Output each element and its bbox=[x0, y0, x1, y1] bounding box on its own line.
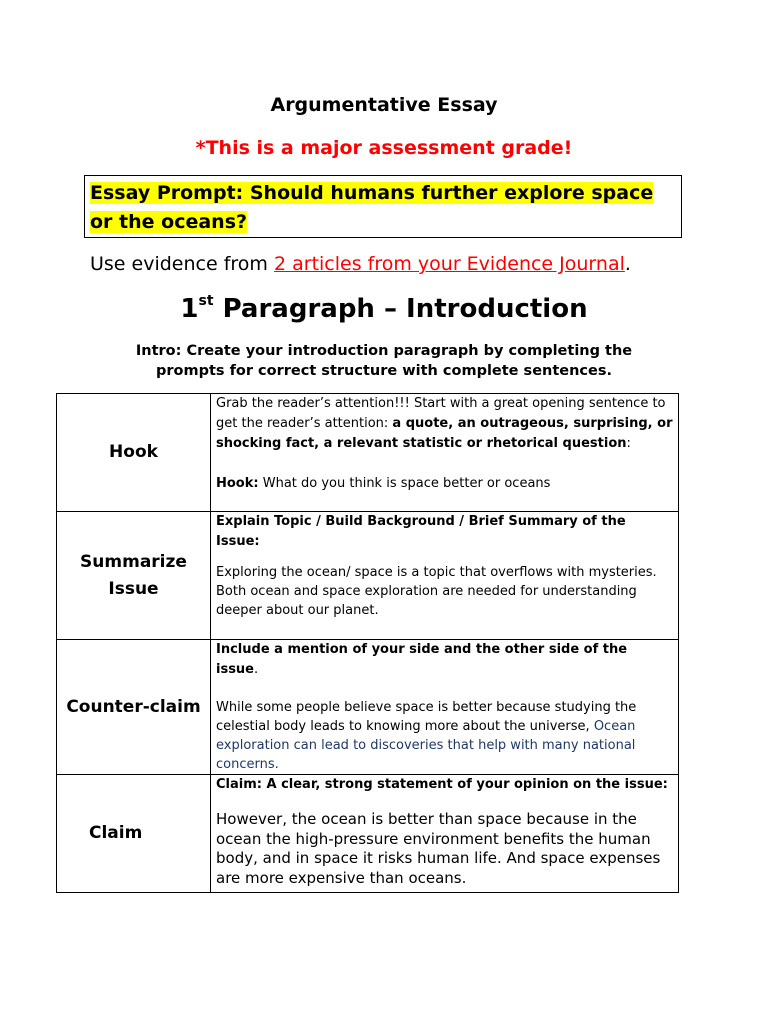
claim-answer: However, the ocean is better than space because in the ocean the high-pressure environment benefits the human body, and in space it risks human life. And space expenses are more expensive than oceans. bbox=[216, 810, 661, 887]
summarize-answer: Exploring the ocean/ space is a topic that overflows with mysteries. Both ocean and space exploration are needed for understanding deeper about our planet. bbox=[216, 565, 657, 618]
evidence-instruction bbox=[90, 253, 730, 275]
hook-label: Hook bbox=[57, 394, 211, 512]
claim-label: Claim bbox=[57, 775, 211, 893]
evidence-journal-link[interactable]: 2 articles from your Evidence Journal bbox=[273, 253, 625, 275]
summarize-label-line1: Summarize bbox=[80, 551, 187, 572]
hook-row bbox=[57, 394, 679, 512]
summarize-content[interactable] bbox=[211, 512, 679, 640]
document-title: Argumentative Essay bbox=[270, 94, 498, 116]
outline-table bbox=[56, 393, 679, 893]
counter-claim-instruction bbox=[216, 640, 673, 680]
heading-superscript: st bbox=[198, 293, 214, 309]
hook-answer-text: What do you think is space better or oceans bbox=[258, 476, 551, 491]
hook-instruction bbox=[216, 394, 673, 454]
hook-content[interactable] bbox=[211, 394, 679, 512]
claim-instruction: Claim: A clear, strong statement of your opinion on the issue: bbox=[216, 777, 668, 792]
counter-claim-answer-plain: While some people believe space is better because studying the celestial body leads to knowing more about the universe, bbox=[216, 700, 637, 734]
hook-answer-label: Hook: bbox=[216, 476, 259, 491]
summarize-label-line2: Issue bbox=[108, 578, 159, 599]
essay-prompt: Essay Prompt: Should humans further explore space or the oceans? bbox=[90, 182, 654, 233]
evidence-prefix: Use evidence from bbox=[90, 253, 274, 275]
counter-claim-label: Counter-claim bbox=[57, 640, 211, 775]
assessment-warning: *This is a major assessment grade! bbox=[195, 137, 573, 159]
heading-text: Paragraph – Introduction bbox=[213, 294, 588, 324]
hook-instruction-bold: a quote, an outrageous, surprising, or shocking fact, a relevant statistic or rhetorical question bbox=[216, 416, 673, 451]
hook-instruction-end: : bbox=[626, 436, 631, 451]
essay-prompt-box bbox=[84, 175, 682, 238]
counter-claim-answer-blue: Ocean exploration can lead to discoveries that help with many national concerns. bbox=[216, 719, 636, 772]
counter-claim-answer bbox=[216, 698, 673, 774]
counter-claim-instruction-text: Include a mention of your side and the other side of the issue bbox=[216, 642, 628, 677]
claim-row bbox=[57, 775, 679, 893]
section-heading bbox=[0, 293, 768, 324]
summarize-instruction: Explain Topic / Build Background / Brief Summary of the Issue: bbox=[216, 514, 626, 549]
hook-answer bbox=[216, 474, 673, 494]
evidence-suffix: . bbox=[624, 253, 631, 275]
claim-content[interactable] bbox=[211, 775, 679, 893]
counter-claim-row bbox=[57, 640, 679, 775]
intro-instruction: Intro: Create your introduction paragraph by completing the prompts for correct structure with complete sentences. bbox=[135, 343, 633, 379]
counter-claim-content[interactable] bbox=[211, 640, 679, 775]
hook-instruction-plain: Grab the reader’s attention!!! Start with a great opening sentence to get the reader’s attention: bbox=[216, 396, 666, 431]
heading-number: 1 bbox=[180, 294, 199, 324]
summarize-label bbox=[57, 512, 211, 640]
counter-claim-instruction-end: . bbox=[254, 662, 259, 677]
summarize-row bbox=[57, 512, 679, 640]
